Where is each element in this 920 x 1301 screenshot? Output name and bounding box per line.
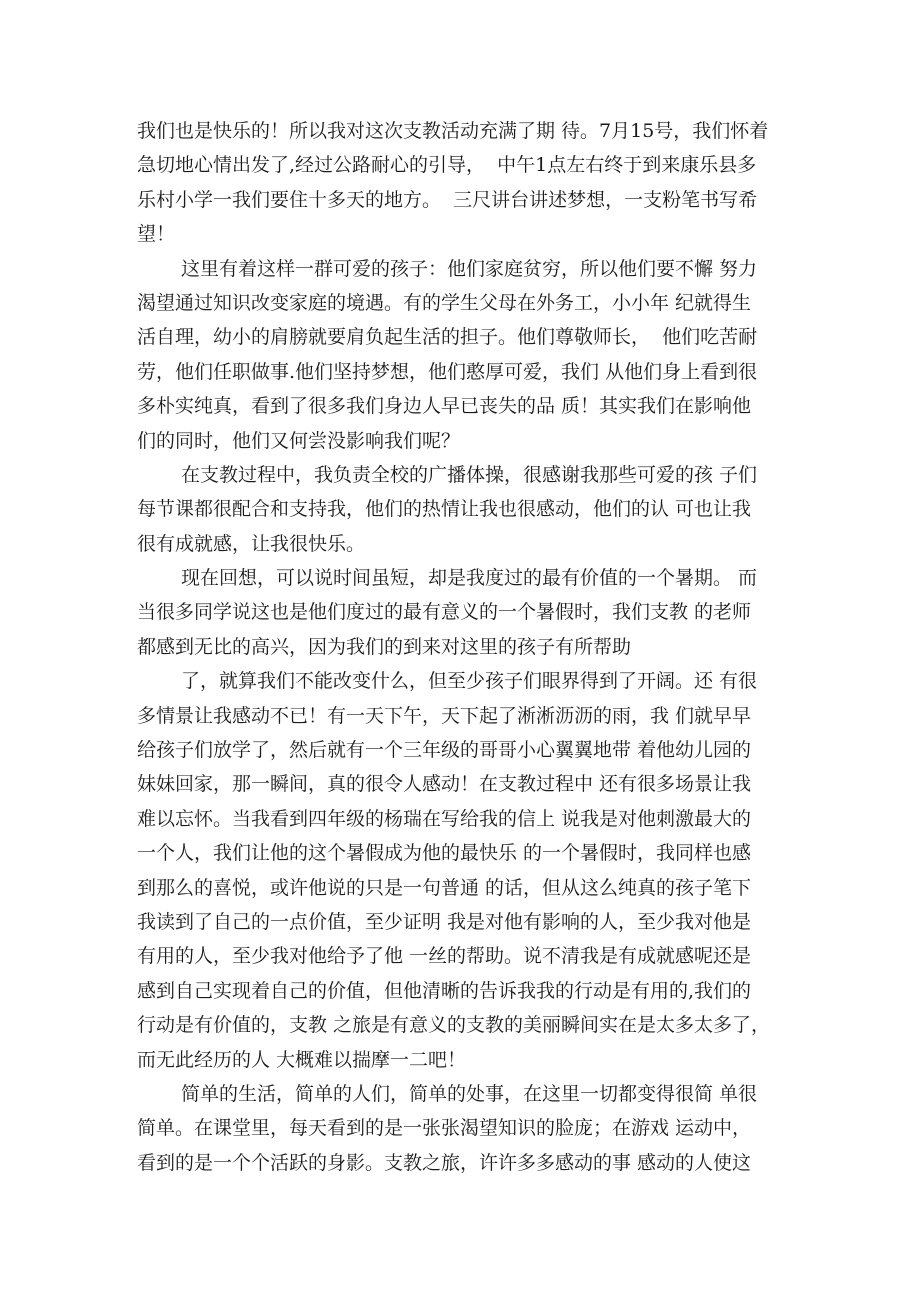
- text-line: 行动是有价值的，支教 之旅是有意义的支教的美丽瞬间实在是太多太多了，: [137, 1014, 771, 1037]
- document-body: [137, 114, 803, 1180]
- text-line: 一个人，我们让他的这个暑假成为他的最快乐 的一个暑假时，我同样也感: [137, 842, 752, 865]
- text-line: 有用的人，至少我对他给予了他 一丝的帮助。说不清我是有成就感呢还是: [137, 945, 752, 968]
- text-line: 都感到无比的高兴，因为我们的到来对这里的孩子有所帮助: [137, 635, 632, 658]
- text-line: 简单的生活，简单的人们，简单的处事，在这里一切都变得很简 单很: [181, 1082, 758, 1105]
- text-line: 到那么的喜悦，或许他说的只是一句普通 的话，但从这么纯真的孩子笔下: [137, 876, 752, 899]
- text-line: 我读到了自己的一点价值，至少证明 我是对他有影响的人，至少我对他是: [137, 910, 752, 933]
- text-line: 看到的是一个个活跃的身影。支教之旅，许许多多感动的事 感动的人使这: [137, 1151, 752, 1174]
- text-line: 这里有着这样一群可爱的孩子：他们家庭贫穷，所以他们要不懈 努力: [181, 257, 758, 280]
- text-line: 乐村小学一我们要住十多天的地方。 三尺讲台讲述梦想，一支粉笔书写希: [137, 188, 758, 211]
- text-line: 了，就算我们不能改变什么，但至少孩子们眼界得到了开阔。还 有很: [181, 670, 758, 693]
- text-line: 妹妹回家，那一瞬间，真的很令人感动！在支教过程中 还有很多场景让我: [137, 773, 752, 796]
- text-line: 渴望通过知识改变家庭的境遇。有的学生父母在外务工，小小年 纪就得生: [137, 291, 752, 314]
- text-line: 望！: [137, 223, 176, 246]
- text-line: 多朴实纯真，看到了很多我们身边人早已丧失的品 质！其实我们在影响他: [137, 395, 752, 418]
- text-line: 每节课都很配合和支持我，他们的热情让我也很感动，他们的认 可也让我: [137, 498, 752, 521]
- text-line: 我们也是快乐的！所以我对这次支教活动充满了期 待。7月15号，我们怀着: [137, 120, 769, 142]
- text-line: 感到自己实现着自己的价值，但他清晰的告诉我我的行动是有用的,我们的: [137, 979, 752, 1002]
- text-line: 简单。在课堂里，每天看到的是一张张渴望知识的脸庞；在游戏 运动中，: [137, 1117, 752, 1140]
- text-line: 很有成就感，让我很快乐。: [137, 532, 366, 555]
- text-line: 而无此经历的人 大概难以揣摩一二吧！: [137, 1048, 467, 1071]
- text-line: 给孩子们放学了，然后就有一个三年级的哥哥小心翼翼地带 着他幼儿园的: [137, 739, 752, 762]
- text-line: 活自理，幼小的肩膀就要肩负起生活的担子。他们尊敬师长， 他们吃苦耐: [137, 326, 758, 349]
- text-line: 难以忘怀。当我看到四年级的杨瑞在写给我的信上 说我是对他刺激最大的: [137, 807, 752, 830]
- text-line: 在支教过程中，我负责全校的广播体操，很感谢我那些可爱的孩 子们: [181, 463, 758, 486]
- text-line: 现在回想，可以说时间虽短，却是我度过的最有价值的一个暑期。 而: [181, 567, 758, 590]
- text-line: 当很多同学说这也是他们度过的最有意义的一个暑假时，我们支教 的老师: [137, 601, 752, 624]
- text-line: 们的同时，他们又何尝没影响我们呢？: [137, 429, 461, 452]
- text-line: 急切地心情出发了,经过公路耐心的引导， 中午1点左右终于到来康乐县多: [137, 154, 757, 177]
- text-line: 劳，他们任职做事.他们坚持梦想，他们憨厚可爱，我们 从他们身上看到很: [137, 360, 758, 383]
- text-line: 多情景让我感动不已！有一天下午，天下起了淅淅沥沥的雨，我 们就早早: [137, 704, 752, 727]
